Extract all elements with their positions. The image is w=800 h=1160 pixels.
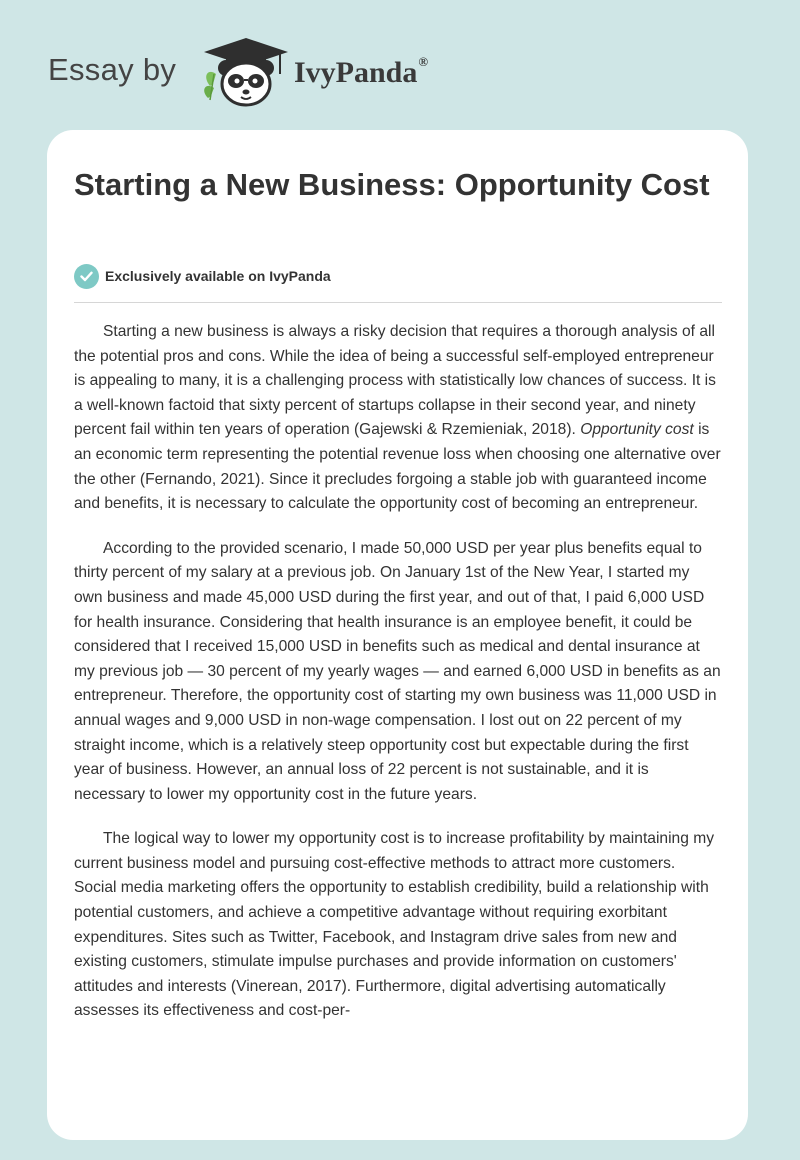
paragraph-3: The logical way to lower my opportunity cost is to increase profitability by maintaining my current business model and pursuing cost-effective methods to attract more customers. Social media marketing offers the opportunity to establish credibility, build a relationship with potential customers, and achieve a competitive advantage without requiring exorbitant expenditures. Sites such as Twitter, Facebook, and Instagram drive sales from new and existing customers, stimulate impulse purchases and provide information on customers' attitudes and interests (Vinerean, 2017). Furthermore, digital advertising automatically assesses its effectiveness and cost-per- — [74, 830, 715, 1020]
brand-name[interactable]: IvyPanda® — [294, 54, 429, 89]
panda-logo-icon[interactable] — [200, 34, 292, 110]
exclusive-badge — [74, 263, 331, 289]
check-circle-icon — [74, 264, 99, 289]
essay-by-label: Essay by — [48, 52, 177, 87]
site-header — [48, 34, 748, 114]
essay-body — [74, 320, 722, 1044]
page-title: Starting a New Business: Opportunity Cost — [74, 167, 710, 202]
paragraph-1: Starting a new business is always a risky decision that requires a thorough analysis of all the potential pros and cons. While the idea of being a successful self-employed entrepreneur is appealing to many, it is a challenging process with statistically low chances of success. It is a well-known factoid that sixty percent of startups collapse in their second year, and ninety percent fail within ten years of operation (Gajewski & Rzemieniak, 2018). Opportunity cost is an economic term representing the potential revenue loss when choosing one alternative over the other (Fernando, 2021). Since it precludes forgoing a stable job with guaranteed income and benefits, it is necessary to calculate the opportunity cost of becoming an entrepreneur. — [74, 323, 721, 513]
divider — [74, 302, 722, 303]
term-opportunity-cost: Opportunity cost — [580, 421, 694, 439]
essay-card — [47, 130, 748, 1140]
paragraph-2: According to the provided scenario, I made 50,000 USD per year plus benefits equal to thirty percent of my salary at a previous job. On January 1st of the New Year, I started my own business and made 45,000 USD during the first year, and out of that, I paid 6,000 USD for health insurance. Considering that health insurance is an employee benefit, it could be considered that I received 15,000 USD in benefits such as medical and dental insurance at my previous job — 30 percent of my yearly wages — and earned 6,000 USD in benefits as an entrepreneur. Therefore, the opportunity cost of starting my own business was 11,000 USD in annual wages and 9,000 USD in non-wage compensation. I lost out on 22 percent of my straight income, which is a relatively steep opportunity cost but expectable during the first year of business. However, an annual loss of 22 percent is not sustainable, and it is necessary to lower my opportunity cost in the future years. — [74, 539, 721, 803]
exclusive-label: Exclusively available on IvyPanda — [105, 268, 331, 284]
